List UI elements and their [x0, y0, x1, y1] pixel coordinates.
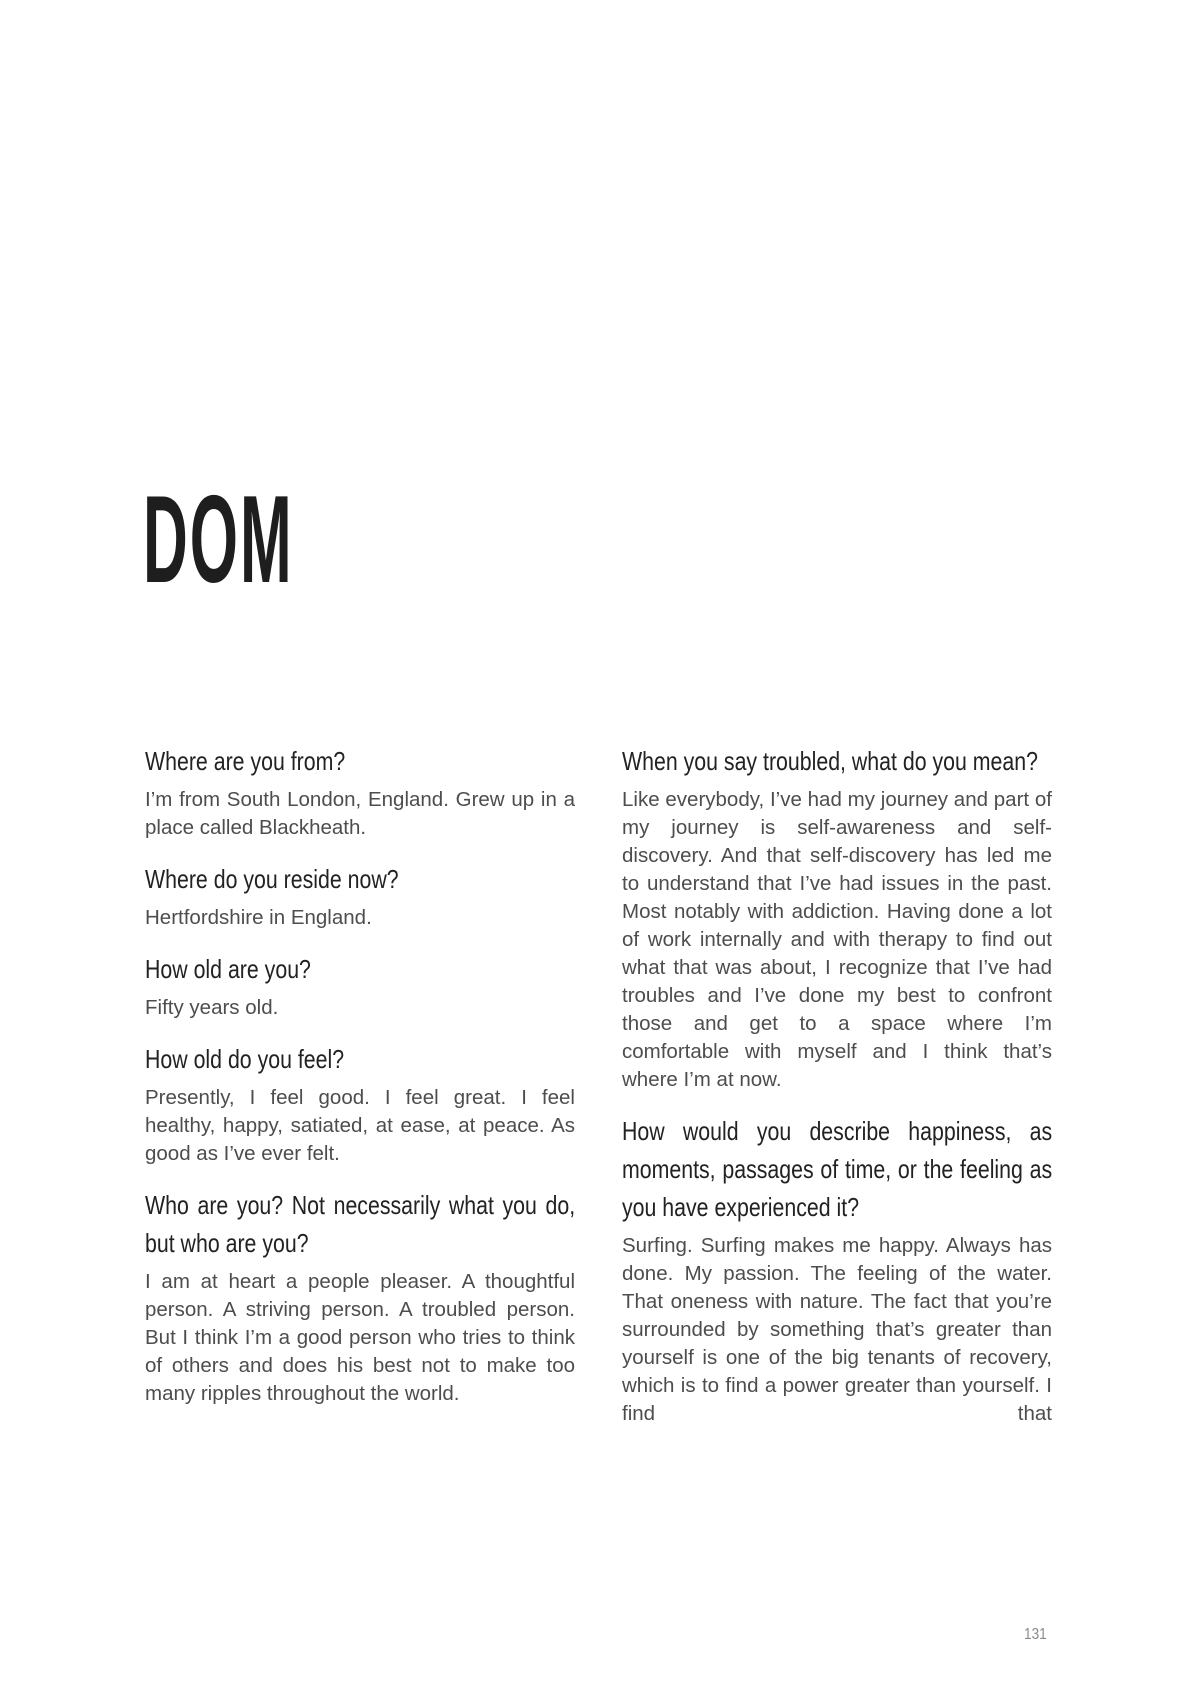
- answer-text: I am at heart a people pleaser. A thoughtful person. A striving person. A troubled person. But I think I’m a good person who tries to think of others and does his best not to make too many ripples throughout the world.: [145, 1270, 575, 1405]
- qa-item: [145, 860, 575, 932]
- qa-item: [622, 1112, 1052, 1428]
- question-heading: How old are you?: [145, 954, 311, 984]
- qa-item: [145, 950, 575, 1022]
- left-column: [145, 742, 575, 1426]
- question-heading: When you say troubled, what do you mean?: [622, 746, 1038, 776]
- right-column: [622, 742, 1052, 1428]
- answer-text: Presently, I feel good. I feel great. I feel healthy, happy, satiated, at ease, at peace. As good as I’ve ever felt.: [145, 1086, 575, 1165]
- question-heading: Who are you? Not necessarily what you do, but who are you?: [145, 1190, 576, 1258]
- page-title: DOM: [143, 471, 294, 609]
- question-heading: How old do you feel?: [145, 1044, 345, 1074]
- question-heading: How would you describe happiness, as moments, passages of time, or the feeling as you have experienced it?: [622, 1116, 1053, 1222]
- question-heading: Where are you from?: [145, 746, 346, 776]
- answer-text: Surfing. Surfing makes me happy. Always has done. My passion. The feeling of the water. That oneness with nature. The fact that you’re surrounded by something that’s greater than yourself is one of the big tenants of recovery, which is to find a power greater than yourself. I find that: [622, 1234, 1052, 1425]
- qa-item: [145, 1186, 575, 1408]
- question-heading: Where do you reside now?: [145, 864, 399, 894]
- qa-item: [622, 742, 1052, 1094]
- answer-text: I’m from South London, England. Grew up in a place called Blackheath.: [145, 788, 575, 839]
- answer-text: Like everybody, I’ve had my journey and part of my journey is self-awareness and self-discovery. And that self-discovery has led me to understand that I’ve had issues in the past. Most notably with addiction. Having done a lot of work internally and with therapy to find out what that was about, I recognize that I’ve had troubles and I’ve done my best to confront those and get to a space where I’m comfortable with myself and I think that’s where I’m at now.: [622, 788, 1052, 1091]
- qa-item: [145, 1040, 575, 1168]
- answer-text: Hertfordshire in England.: [145, 906, 372, 929]
- qa-item: [145, 742, 575, 842]
- answer-text: Fifty years old.: [145, 996, 279, 1019]
- page-number: 131: [1024, 1626, 1047, 1643]
